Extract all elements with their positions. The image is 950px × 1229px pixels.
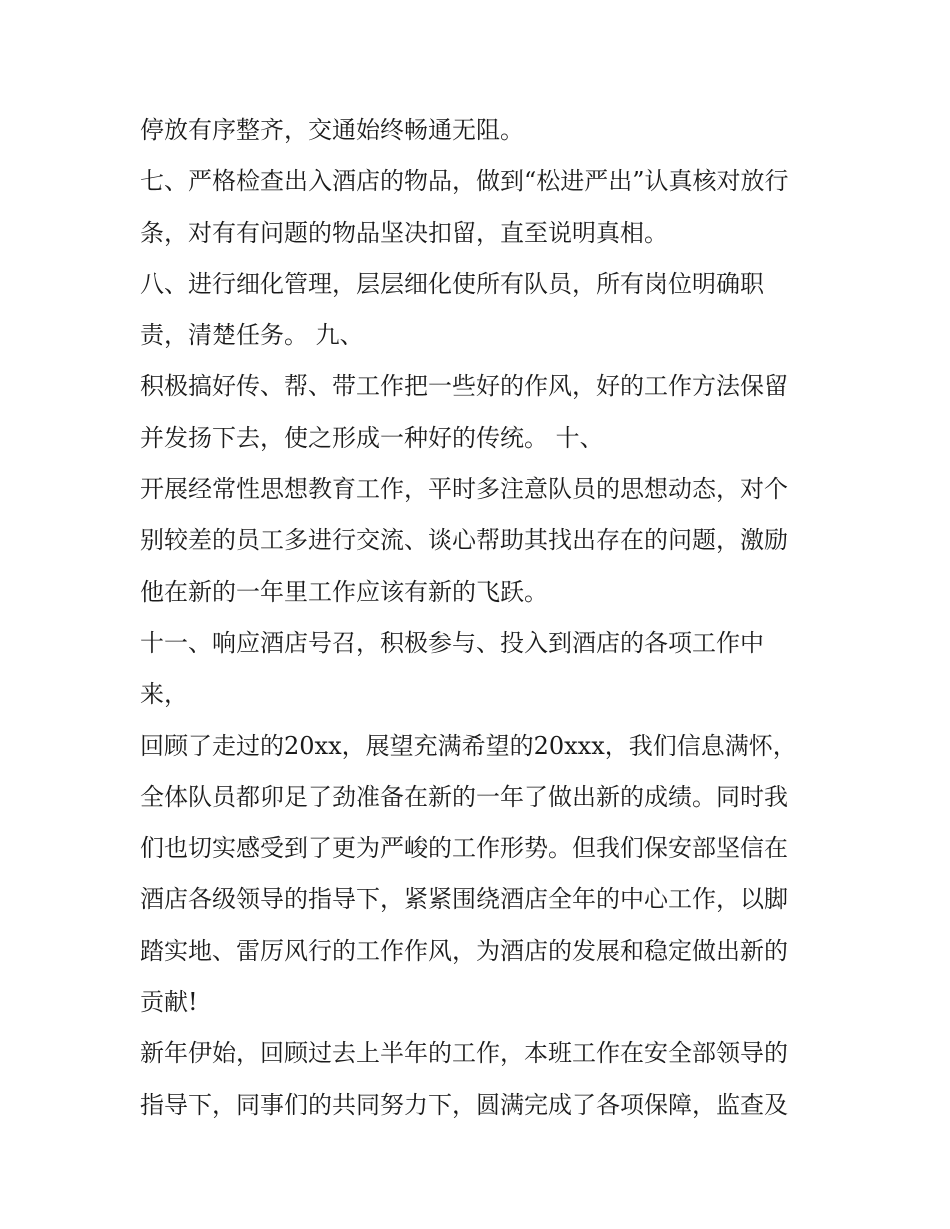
text-line: 开展经常性思想教育工作，平时多注意队员的思想动态，对个 xyxy=(140,475,788,504)
text-line: 十一、响应酒店号召，积极参与、投入到酒店的各项工作中 xyxy=(140,628,764,657)
text-line: 他在新的一年里工作应该有新的飞跃。 xyxy=(140,577,548,606)
text-line: 指导下，同事们的共同努力下，圆满完成了各项保障，监查及 xyxy=(140,1090,788,1119)
text-line: 新年伊始，回顾过去上半年的工作，本班工作在安全部领导的 xyxy=(140,1039,788,1068)
text-line: 回顾了走过的20xx，展望充满希望的20xxx，我们信息满怀， xyxy=(140,731,797,760)
text-line: 并发扬下去，使之形成一种好的传统。 十、 xyxy=(140,423,604,452)
text-line: 踏实地、雷厉风行的工作作风，为酒店的发展和稳定做出新的 xyxy=(140,936,788,965)
text-line: 七、严格检查出入酒店的物品，做到“松进严出”认真核对放行 xyxy=(140,167,789,196)
text-line: 贡献! xyxy=(140,988,198,1017)
text-line: 责，清楚任务。 九、 xyxy=(140,321,364,350)
text-line: 来， xyxy=(140,680,188,709)
text-line: 条，对有有问题的物品坚决扣留，直至说明真相。 xyxy=(140,218,668,247)
document-body xyxy=(140,105,820,1131)
text-line: 八、进行细化管理，层层细化使所有队员，所有岗位明确职 xyxy=(140,269,764,298)
text-line: 们也切实感受到了更为严峻的工作形势。但我们保安部坚信在 xyxy=(140,834,788,863)
text-line: 积极搞好传、帮、带工作把一些好的作风，好的工作方法保留 xyxy=(140,372,788,401)
text-line: 酒店各级领导的指导下，紧紧围绕酒店全年的中心工作，以脚 xyxy=(140,885,788,914)
text-line: 全体队员都卯足了劲准备在新的一年了做出新的成绩。同时我 xyxy=(140,782,788,811)
text-line: 停放有序整齐，交通始终畅通无阻。 xyxy=(140,116,524,144)
text-line: 别较差的员工多进行交流、谈心帮助其找出存在的问题，激励 xyxy=(140,526,788,555)
